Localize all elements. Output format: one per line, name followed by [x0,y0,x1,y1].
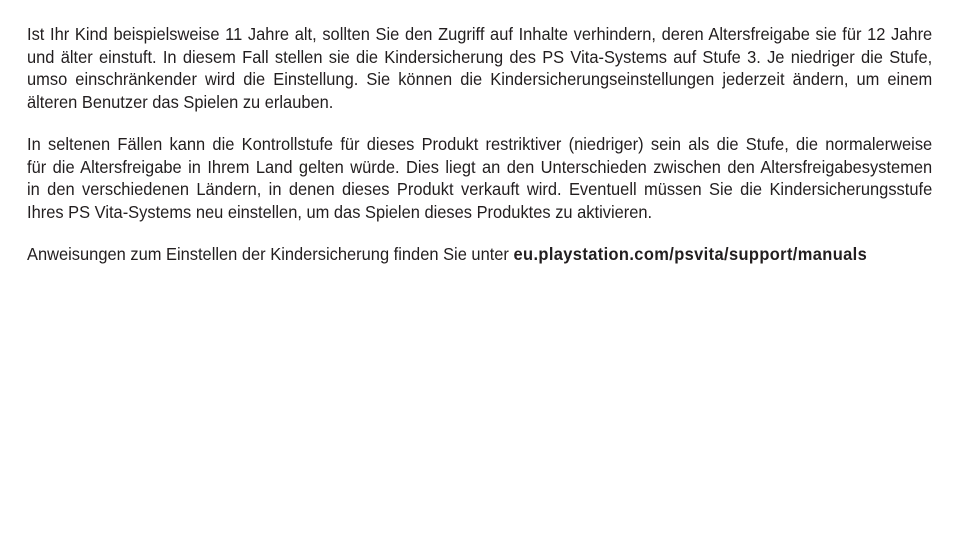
text-line: älteren Benutzer das Spielen zu erlauben. [27,91,334,112]
text-line: für die Altersfreigabe in Ihrem Land gelten würde. Dies liegt an den Unterschieden zwischen den Altersfreigabesystemen [27,156,933,177]
paragraph-age-example [27,23,932,113]
support-manuals-url: eu.playstation.com/psvita/support/manuals [513,244,868,264]
paragraph-control-level-differences [27,133,932,223]
text-line: und älter einstuft. In diesem Fall stellen sie die Kindersicherung des PS Vita-Systems auf Stufe 3. Je niedriger die Stufe, [27,46,933,67]
text-line: Ihres PS Vita-Systems neu einstellen, um das Spielen dieses Produktes zu aktivieren. [27,201,653,222]
text-line: In seltenen Fällen kann die Kontrollstufe für dieses Produkt restriktiver (niedriger) sein als die Stufe, die normalerweise [27,134,933,154]
support-instructions-text: Anweisungen zum Einstellen der Kindersicherung finden Sie unter [27,244,514,264]
manual-text-block [27,23,932,286]
paragraph-support-instructions [27,243,932,266]
text-line: umso einschränkender wird die Einstellung. Sie können die Kindersicherungseinstellungen jederzeit ändern, um einem [27,69,933,89]
text-line: in den verschiedenen Ländern, in denen dieses Produkt verkauft wird. Eventuell müssen Sie die Kindersicherungsstufe [27,179,933,199]
text-line: Ist Ihr Kind beispielsweise 11 Jahre alt, sollten Sie den Zugriff auf Inhalte verhindern, deren Altersfreigabe sie für 12 Jahre [27,24,933,44]
